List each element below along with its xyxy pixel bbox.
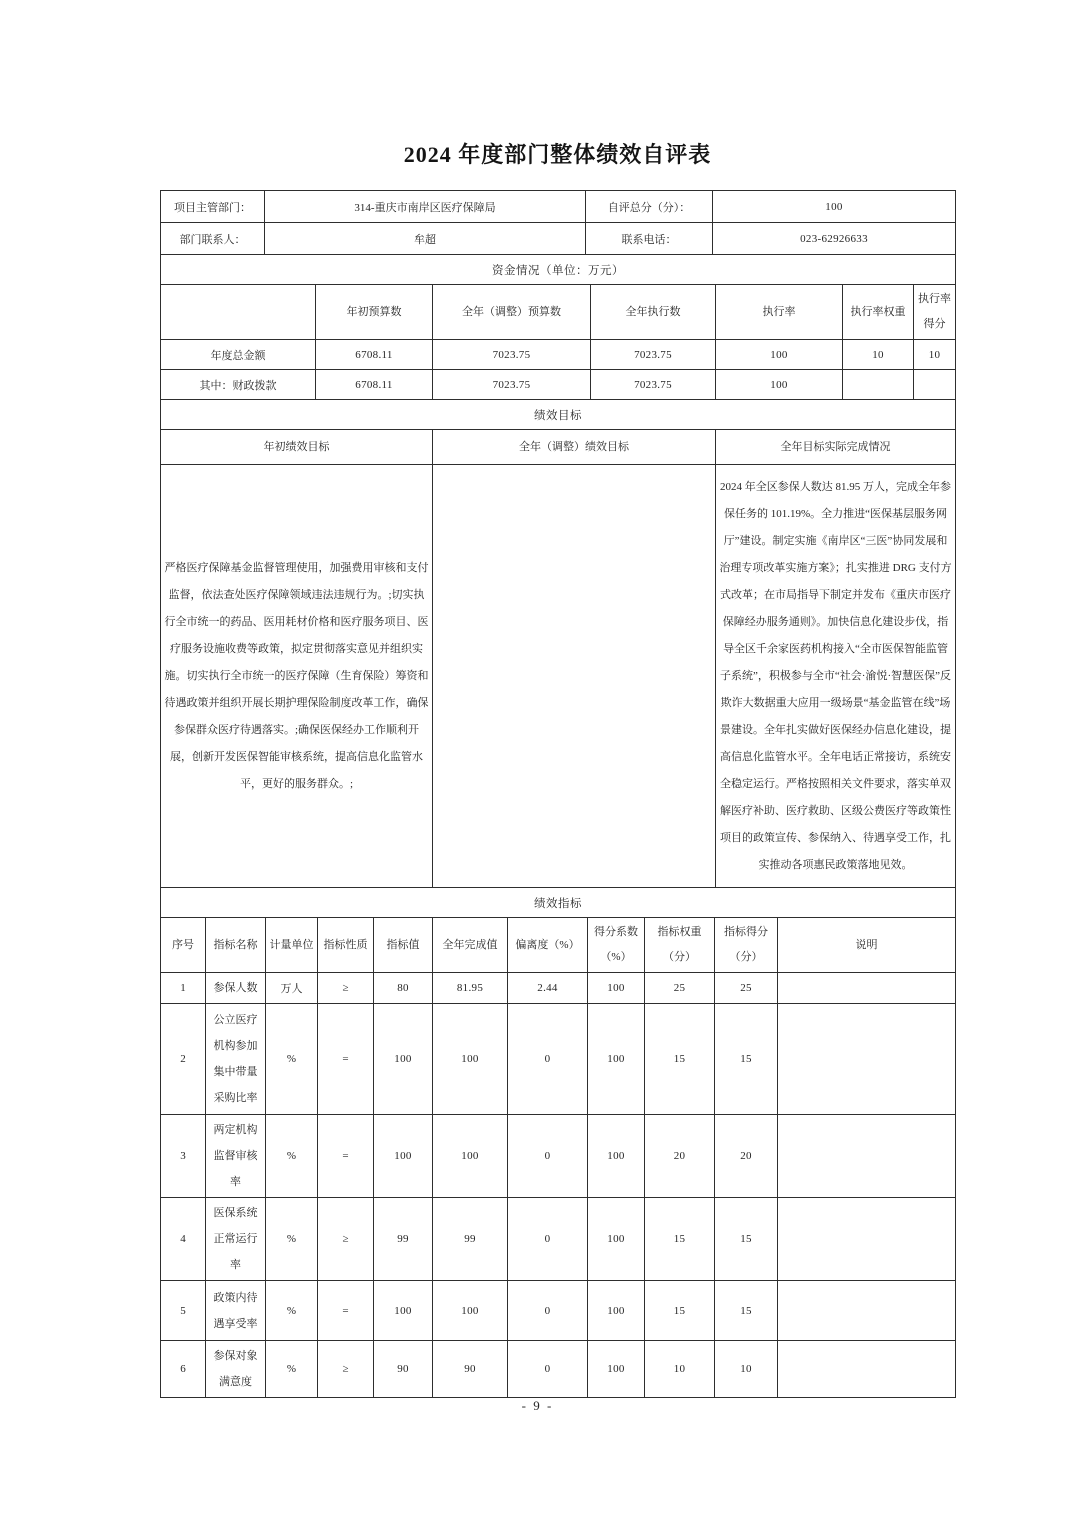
ind-nature: ≥ [318,1198,374,1281]
ind-unit: 万人 [266,973,318,1004]
goals-table [160,399,956,888]
funding-row-label: 其中：财政拨款 [161,370,316,400]
ind-unit: % [266,1281,318,1341]
funding-adjusted: 7023.75 [433,370,591,400]
funding-initial: 6708.11 [316,340,433,370]
ind-weight: 20 [645,1115,715,1198]
info-table [160,190,956,255]
funding-header-empty [161,285,316,340]
ind-header-no: 序号 [161,918,206,973]
ind-note [778,973,956,1004]
funding-weight: 10 [843,340,914,370]
ind-unit: % [266,1341,318,1398]
ind-target: 100 [374,1281,433,1341]
ind-actual: 90 [433,1341,508,1398]
ind-note [778,1281,956,1341]
ind-actual: 100 [433,1281,508,1341]
ind-target: 100 [374,1115,433,1198]
table-row [161,1115,956,1198]
dept-label: 项目主管部门： [161,191,265,223]
ind-target: 100 [374,1004,433,1115]
ind-name: 参保人数 [206,973,266,1004]
ind-coefficient: 100 [588,973,645,1004]
ind-target: 90 [374,1341,433,1398]
ind-score: 15 [715,1198,778,1281]
ind-deviation: 2.44 [508,973,588,1004]
ind-header-target: 指标值 [374,918,433,973]
funding-header-adjusted: 全年（调整）预算数 [433,285,591,340]
funding-header-score: 执行率得分 [914,285,956,340]
ind-weight: 15 [645,1004,715,1115]
ind-weight: 25 [645,973,715,1004]
ind-nature: = [318,1281,374,1341]
ind-header-coefficient: 得分系数（%） [588,918,645,973]
ind-no: 2 [161,1004,206,1115]
table-row [161,191,956,223]
table-row [161,465,956,888]
table-row [161,370,956,400]
ind-weight: 15 [645,1281,715,1341]
ind-header-actual: 全年完成值 [433,918,508,973]
table-row [161,223,956,255]
ind-header-note: 说明 [778,918,956,973]
ind-name: 医保系统正常运行率 [206,1198,266,1281]
ind-deviation: 0 [508,1281,588,1341]
ind-score: 15 [715,1004,778,1115]
ind-no: 5 [161,1281,206,1341]
page-number: - 9 - [521,1398,554,1413]
ind-coefficient: 100 [588,1341,645,1398]
funding-header-initial: 年初预算数 [316,285,433,340]
table-row [161,973,956,1004]
funding-executed: 7023.75 [591,370,716,400]
table-row [161,918,956,973]
ind-header-deviation: 偏离度（%） [508,918,588,973]
funding-row-label: 年度总金额 [161,340,316,370]
ind-actual: 100 [433,1115,508,1198]
ind-no: 4 [161,1198,206,1281]
funding-rate: 100 [716,340,843,370]
ind-header-score: 指标得分（分） [715,918,778,973]
phone-label: 联系电话： [586,223,713,255]
phone-value: 023-62926633 [713,223,956,255]
ind-score: 15 [715,1281,778,1341]
ind-score: 25 [715,973,778,1004]
ind-target: 99 [374,1198,433,1281]
goals-header-initial: 年初绩效目标 [161,430,433,465]
dept-value: 314-重庆市南岸区医疗保障局 [265,191,586,223]
ind-no: 3 [161,1115,206,1198]
funding-header-rate: 执行率 [716,285,843,340]
ind-deviation: 0 [508,1198,588,1281]
ind-name: 政策内待遇享受率 [206,1281,266,1341]
table-row [161,1281,956,1341]
section-indicators [161,888,956,918]
ind-header-nature: 指标性质 [318,918,374,973]
funding-weight [843,370,914,400]
ind-unit: % [266,1198,318,1281]
ind-coefficient: 100 [588,1115,645,1198]
goals-header-actual: 全年目标实际完成情况 [716,430,956,465]
ind-deviation: 0 [508,1115,588,1198]
funding-score: 10 [914,340,956,370]
funding-executed: 7023.75 [591,340,716,370]
goals-adjusted-text [433,465,716,888]
ind-note [778,1341,956,1398]
ind-unit: % [266,1115,318,1198]
ind-actual: 99 [433,1198,508,1281]
ind-name: 公立医疗机构参加集中带量采购比率 [206,1004,266,1115]
ind-no: 1 [161,973,206,1004]
ind-score: 20 [715,1115,778,1198]
table-row [161,1341,956,1398]
ind-coefficient: 100 [588,1281,645,1341]
table-row [161,1004,956,1115]
score-label: 自评总分（分）： [586,191,713,223]
ind-nature: ≥ [318,973,374,1004]
table-row [161,285,956,340]
funding-header-weight: 执行率权重 [843,285,914,340]
contact-label: 部门联系人： [161,223,265,255]
table-row [161,1198,956,1281]
ind-note [778,1198,956,1281]
self-evaluation-table [160,190,955,1398]
ind-header-unit: 计量单位 [266,918,318,973]
ind-name: 两定机构监督审核率 [206,1115,266,1198]
ind-deviation: 0 [508,1004,588,1115]
ind-coefficient: 100 [588,1004,645,1115]
ind-header-name: 指标名称 [206,918,266,973]
funding-section-title: 资金情况（单位：万元） [161,255,956,285]
ind-coefficient: 100 [588,1198,645,1281]
score-value: 100 [713,191,956,223]
funding-adjusted: 7023.75 [433,340,591,370]
section-goals [161,400,956,430]
funding-score [914,370,956,400]
goals-actual-text: 2024 年全区参保人数达 81.95 万人，完成全年参保任务的 101.19%。全力推进“医保基层服务网厅”建设。制定实施《南岸区“三医”协同发展和治理专项改革实施方案》；扎实推进 DRG 支付方式改革；在市局指导下制定并发布《重庆市医疗保障经办服务通则》。加快信息化建设步伐，指导全区千余家医药机构接入“全市医保智能监管子系统”，积极参与全市“社会·渝悦·智慧医保”反欺诈大数据重大应用一级场景“基金监管在线”场景建设。全年扎实做好医保经办信息化建设，提高信息化监管水平。全年电话正常接访，系统安全稳定运行。严格按照相关文件要求，落实单双解医疗补助、医疗救助、区级公费医疗等政策性项目的政策宣传、参保纳入、待遇享受工作，扎实推动各项惠民政策落地见效。 [716,465,956,888]
goals-header-adjusted: 全年（调整）绩效目标 [433,430,716,465]
ind-note [778,1004,956,1115]
ind-nature: = [318,1115,374,1198]
funding-rate: 100 [716,370,843,400]
contact-value: 牟超 [265,223,586,255]
ind-actual: 100 [433,1004,508,1115]
section-funding [161,255,956,285]
funding-initial: 6708.11 [316,370,433,400]
ind-unit: % [266,1004,318,1115]
funding-table [160,254,956,400]
ind-no: 6 [161,1341,206,1398]
page-title: 2024 年度部门整体绩效自评表 [403,142,712,167]
goals-initial-text: 严格医疗保障基金监督管理使用，加强费用审核和支付监督，依法查处医疗保障领域违法违规行为。;切实执行全市统一的药品、医用耗材价格和医疗服务项目、医疗服务设施收费等政策，拟定贯彻落实意见并组织实施。切实执行全市统一的医疗保障（生育保险）筹资和待遇政策并组织开展长期护理保险制度改革工作，确保参保群众医疗待遇落实。;确保医保经办工作顺利开展，创新开发医保智能审核系统，提高信息化监管水平，更好的服务群众。; [161,465,433,888]
ind-note [778,1115,956,1198]
ind-deviation: 0 [508,1341,588,1398]
ind-nature: ≥ [318,1341,374,1398]
ind-nature: = [318,1004,374,1115]
table-row [161,430,956,465]
indicators-table [160,887,956,1398]
ind-actual: 81.95 [433,973,508,1004]
goals-section-title: 绩效目标 [161,400,956,430]
ind-weight: 10 [645,1341,715,1398]
ind-target: 80 [374,973,433,1004]
ind-name: 参保对象满意度 [206,1341,266,1398]
funding-header-executed: 全年执行数 [591,285,716,340]
table-row [161,340,956,370]
ind-header-weight: 指标权重（分） [645,918,715,973]
ind-score: 10 [715,1341,778,1398]
ind-weight: 15 [645,1198,715,1281]
indicators-section-title: 绩效指标 [161,888,956,918]
